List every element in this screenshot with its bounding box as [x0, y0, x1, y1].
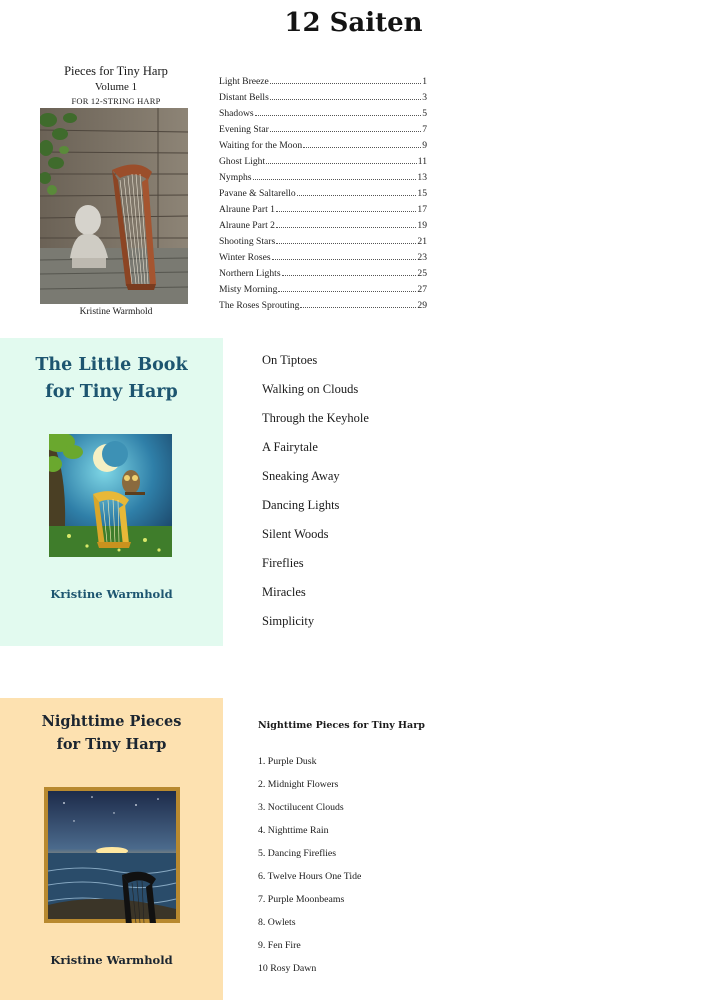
list-item: 2. Midnight Flowers — [258, 779, 339, 790]
list-item: 8. Owlets — [258, 917, 296, 928]
toc-entry-title: Shadows — [219, 108, 254, 119]
toc-entry — [219, 124, 427, 140]
toc-entry-page: 21 — [417, 236, 427, 247]
toc-entry-title: Alraune Part 2 — [219, 220, 275, 231]
toc-entry — [219, 172, 427, 188]
toc-entry-page: 23 — [417, 252, 427, 263]
list-item: Walking on Clouds — [262, 382, 359, 396]
toc-leader-dots — [282, 269, 417, 276]
toc-entry — [219, 92, 427, 108]
list-item: Through the Keyhole — [262, 411, 369, 425]
book3-title-line2: for Tiny Harp — [56, 736, 167, 753]
book3-title — [0, 710, 223, 756]
toc-entry — [219, 252, 427, 268]
list-item: 1. Purple Dusk — [258, 756, 317, 767]
toc-entry-title: Evening Star — [219, 124, 269, 135]
toc-leader-dots — [272, 253, 417, 260]
toc-leader-dots — [253, 173, 417, 180]
toc-leader-dots — [270, 93, 421, 100]
toc-entry-title: Waiting for the Moon — [219, 140, 303, 151]
book3-list-heading: Nighttime Pieces for Tiny Harp — [258, 720, 425, 731]
toc-leader-dots — [276, 205, 416, 212]
list-item: Dancing Lights — [262, 498, 340, 512]
list-item: 7. Purple Moonbeams — [258, 894, 345, 905]
book1-volume: Volume 1 — [94, 81, 138, 93]
list-item: 3. Noctilucent Clouds — [258, 802, 344, 813]
toc-entry-page: 5 — [422, 108, 427, 119]
list-item: Silent Woods — [262, 527, 329, 541]
toc-entry — [219, 156, 427, 172]
book1-title: Pieces for Tiny Harp — [64, 64, 168, 78]
toc-entry-title: Nymphs — [219, 172, 252, 183]
book2-title-line2: for Tiny Harp — [45, 382, 178, 402]
list-item: Fireflies — [262, 556, 304, 570]
toc-leader-dots — [270, 77, 421, 84]
toc-entry — [219, 220, 427, 236]
toc-entry — [219, 236, 427, 252]
list-item: 5. Dancing Fireflies — [258, 848, 337, 859]
toc-entry — [219, 268, 427, 284]
toc-entry-title: Winter Roses — [219, 252, 271, 263]
book3-piece-list — [258, 720, 425, 974]
list-item: 9. Fen Fire — [258, 940, 301, 951]
book2-title-line1: The Little Book — [35, 355, 188, 375]
book3-title-line1: Nighttime Pieces — [41, 713, 182, 730]
book2-cover — [0, 338, 223, 646]
toc-leader-dots — [270, 125, 421, 132]
toc-entry-title: Shooting Stars — [219, 236, 276, 247]
toc-entry — [219, 284, 427, 300]
toc-entry-page: 29 — [417, 300, 427, 311]
book2-title — [0, 352, 223, 406]
toc-entry — [219, 108, 427, 124]
list-item: 4. Nighttime Rain — [258, 825, 329, 836]
list-item: 10 Rosy Dawn — [258, 963, 317, 974]
toc-leader-dots — [266, 157, 417, 164]
list-item: 6. Twelve Hours One Tide — [258, 871, 362, 882]
toc-entry-page: 15 — [417, 188, 427, 199]
toc-entry-title: Ghost Light — [219, 156, 266, 167]
toc-entry — [219, 204, 427, 220]
toc-entry-title: Pavane & Saltarello — [219, 188, 296, 199]
toc-leader-dots — [276, 221, 416, 228]
harp-photo — [40, 108, 188, 304]
toc-entry-title: Light Breeze — [219, 76, 269, 87]
toc-entry-page: 9 — [422, 140, 427, 151]
toc-entry-title: Northern Lights — [219, 268, 281, 279]
toc-leader-dots — [278, 285, 416, 292]
toc-leader-dots — [303, 141, 421, 148]
book3-cover — [0, 698, 223, 1000]
toc-entry — [219, 188, 427, 204]
book2-author: Kristine Warmhold — [50, 587, 173, 601]
toc-entry-title: Distant Bells — [219, 92, 269, 103]
toc-leader-dots — [276, 237, 416, 244]
toc-entry-page: 3 — [422, 92, 427, 103]
toc-entry — [219, 140, 427, 156]
toc-entry-page: 7 — [422, 124, 427, 135]
page-title: 12 Saiten — [284, 8, 423, 38]
list-item: Sneaking Away — [262, 469, 340, 483]
book2-piece-list — [262, 346, 369, 636]
toc-entry — [219, 76, 427, 92]
book1-author: Kristine Warmhold — [79, 307, 153, 317]
toc-leader-dots — [297, 189, 417, 196]
toc-entry-page: 17 — [417, 204, 427, 215]
owl-harp-illustration — [49, 434, 172, 557]
toc-entry-page: 1 — [422, 76, 427, 87]
toc-entry-page: 13 — [417, 172, 427, 183]
toc-entry-page: 19 — [417, 220, 427, 231]
toc-entry-page: 25 — [417, 268, 427, 279]
book3-author: Kristine Warmhold — [50, 953, 173, 967]
toc-entry-title: Misty Morning — [219, 284, 278, 295]
toc-entry-page: 27 — [417, 284, 427, 295]
toc-leader-dots — [300, 301, 416, 308]
list-item: Miracles — [262, 585, 306, 599]
seascape-harp-illustration — [44, 787, 180, 923]
toc-entry — [219, 300, 427, 316]
toc-entry-title: The Roses Sprouting — [219, 300, 300, 311]
list-item: On Tiptoes — [262, 353, 318, 367]
book1-table-of-contents — [219, 76, 427, 316]
toc-entry-page: 11 — [417, 156, 427, 167]
list-item: Simplicity — [262, 614, 315, 628]
toc-entry-title: Alraune Part 1 — [219, 204, 275, 215]
list-item: A Fairytale — [262, 440, 318, 454]
book1-subtitle: FOR 12-STRING HARP — [71, 96, 161, 106]
toc-leader-dots — [255, 109, 422, 116]
book1-cover — [36, 60, 196, 324]
